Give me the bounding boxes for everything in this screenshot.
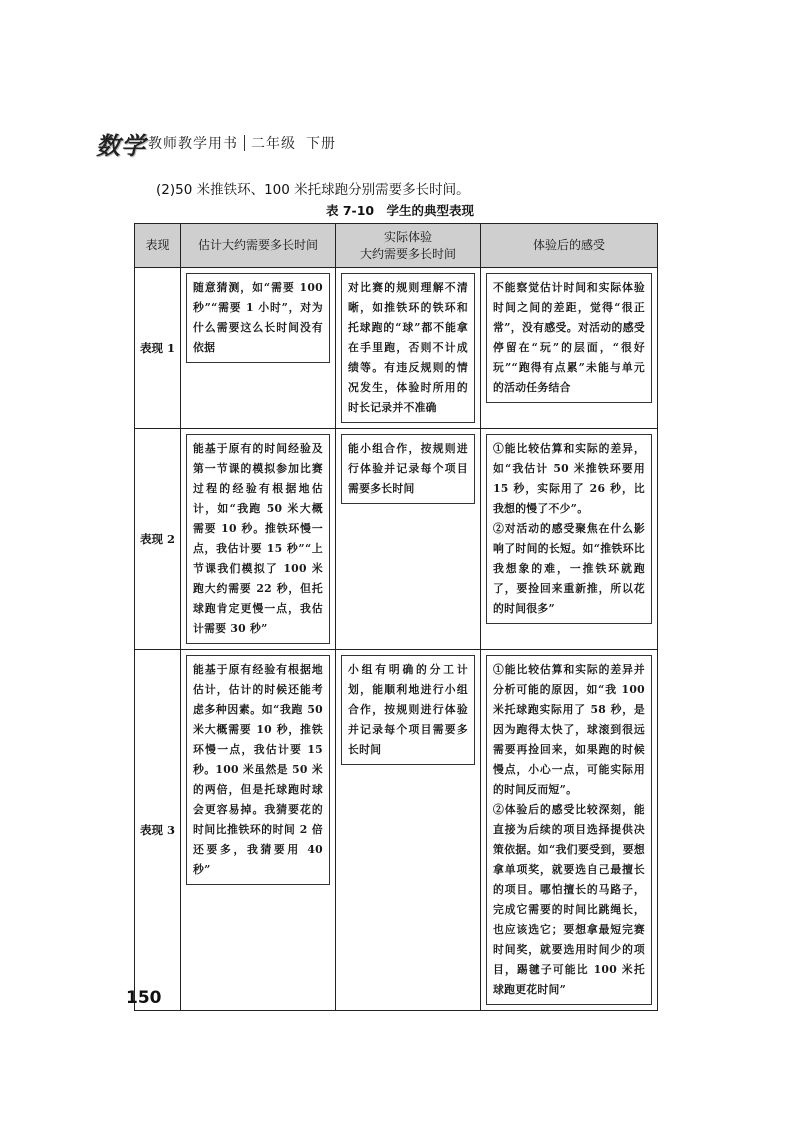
actual-cell: 能小组合作，按规则进行体验并记录每个项目需要多长时间 [341, 434, 475, 504]
feeling-cell [486, 434, 652, 624]
book-title: 数学 [96, 130, 146, 160]
volume-label: 下册 [306, 136, 336, 152]
feeling-point-1: ①能比较估算和实际的差异，如“我估计 50 米推铁环要用 15 秒，实际用了 26 秒，比我想的慢了不少”。 [493, 442, 645, 515]
feeling-cell [486, 655, 652, 1005]
row-label: 表现 1 [135, 268, 181, 429]
row-label: 表现 2 [135, 429, 181, 650]
feeling-point-2: ②对活动的感受聚焦在什么影响了时间的长短。如“推铁环比我想象的难，一推铁环就跑了，要捡回来重新推，所以花的时间很多” [493, 522, 645, 615]
feeling-point-2: ②体验后的感受比较深刻，能直接为后续的项目选择提供决策依据。如“我们要受到，要想拿单项奖，就要选自己最擅长的项目。哪怕擅长的马路子，完成它需要的时间比跳绳长，也应该选它；要想拿最短完赛时间奖，就要选用时间少的项目，踢毽子可能比 100 米托球跑更花时间” [493, 803, 645, 996]
estimate-cell: 随意猜测，如“需要 100 秒”“需要 1 小时”，对为什么需要这么长时间没有依据 [186, 273, 330, 363]
row-label: 表现 3 [135, 650, 181, 1011]
header-feeling: 体验后的感受 [481, 224, 658, 268]
question-text: (2)50 米推铁环、100 米托球跑分别需要多长时间。 [156, 182, 470, 198]
actual-cell: 小组有明确的分工计划，能顺利地进行小组合作，按规则进行体验并记录每个项目需要多长时间 [341, 655, 475, 765]
header-estimate: 估计大约需要多长时间 [181, 224, 336, 268]
table-row [135, 268, 658, 429]
table-caption-title: 学生的典型表现 [386, 203, 474, 218]
table-row [135, 429, 658, 650]
feeling-cell: 不能察觉估计时间和实际体验时间之间的差距，觉得“很正常”，没有感受。对活动的感受停留在“玩”的层面，“很好玩”“跑得有点累”未能与单元的活动任务结合 [486, 273, 652, 403]
feeling-point-1: ①能比较估算和实际的差异并分析可能的原因，如“我 100 米托球跑实际用了 58 秒，是因为跑得太快了，球滚到很远需要再捡回来，如果跑的时候慢点，小心一点，可能实际用的时间反而短”。 [493, 663, 645, 796]
header-actual-line1: 实际体验 [383, 229, 432, 244]
header-actual [336, 224, 481, 268]
page-header [96, 128, 336, 158]
page-number: 150 [126, 988, 162, 1008]
performance-table [134, 223, 658, 1011]
table-row [135, 650, 658, 1011]
book-subtitle: 教师教学用书 [148, 136, 238, 152]
table-header-row [135, 224, 658, 268]
table-caption-number: 表 7-10 [325, 203, 375, 218]
grade-label: 二年级 [251, 136, 296, 152]
header-actual-line2: 大约需要多长时间 [359, 246, 456, 261]
header-divider [244, 135, 245, 151]
actual-cell: 对比赛的规则理解不清晰，如推铁环的铁环和托球跑的“球”都不能拿在手里跑，否则不计成绩等。有违反规则的情况发生，体验时所用的时长记录并不准确 [341, 273, 475, 423]
header-performance: 表现 [135, 224, 181, 268]
estimate-cell: 能基于原有的时间经验及第一节课的模拟参加比赛过程的经验有根据地估计，如“我跑 50 米大概需要 10 秒。推铁环慢一点，我估计要 15 秒”“上节课我们模拟了 100 米跑大约需要 22 秒，但托球跑肯定更慢一点，我估计需要 30 秒” [186, 434, 330, 644]
estimate-cell: 能基于原有经验有根据地估计，估计的时候还能考虑多种因素。如“我跑 50 米大概需要 10 秒，推铁环慢一点，我估计要 15 秒。100 米虽然是 50 米的两倍，但是托球跑时球会更容易掉。我猜要花的时间比推铁环的时间 2 倍还要多，我猜要用 40 秒” [186, 655, 330, 885]
table-caption [0, 201, 800, 219]
